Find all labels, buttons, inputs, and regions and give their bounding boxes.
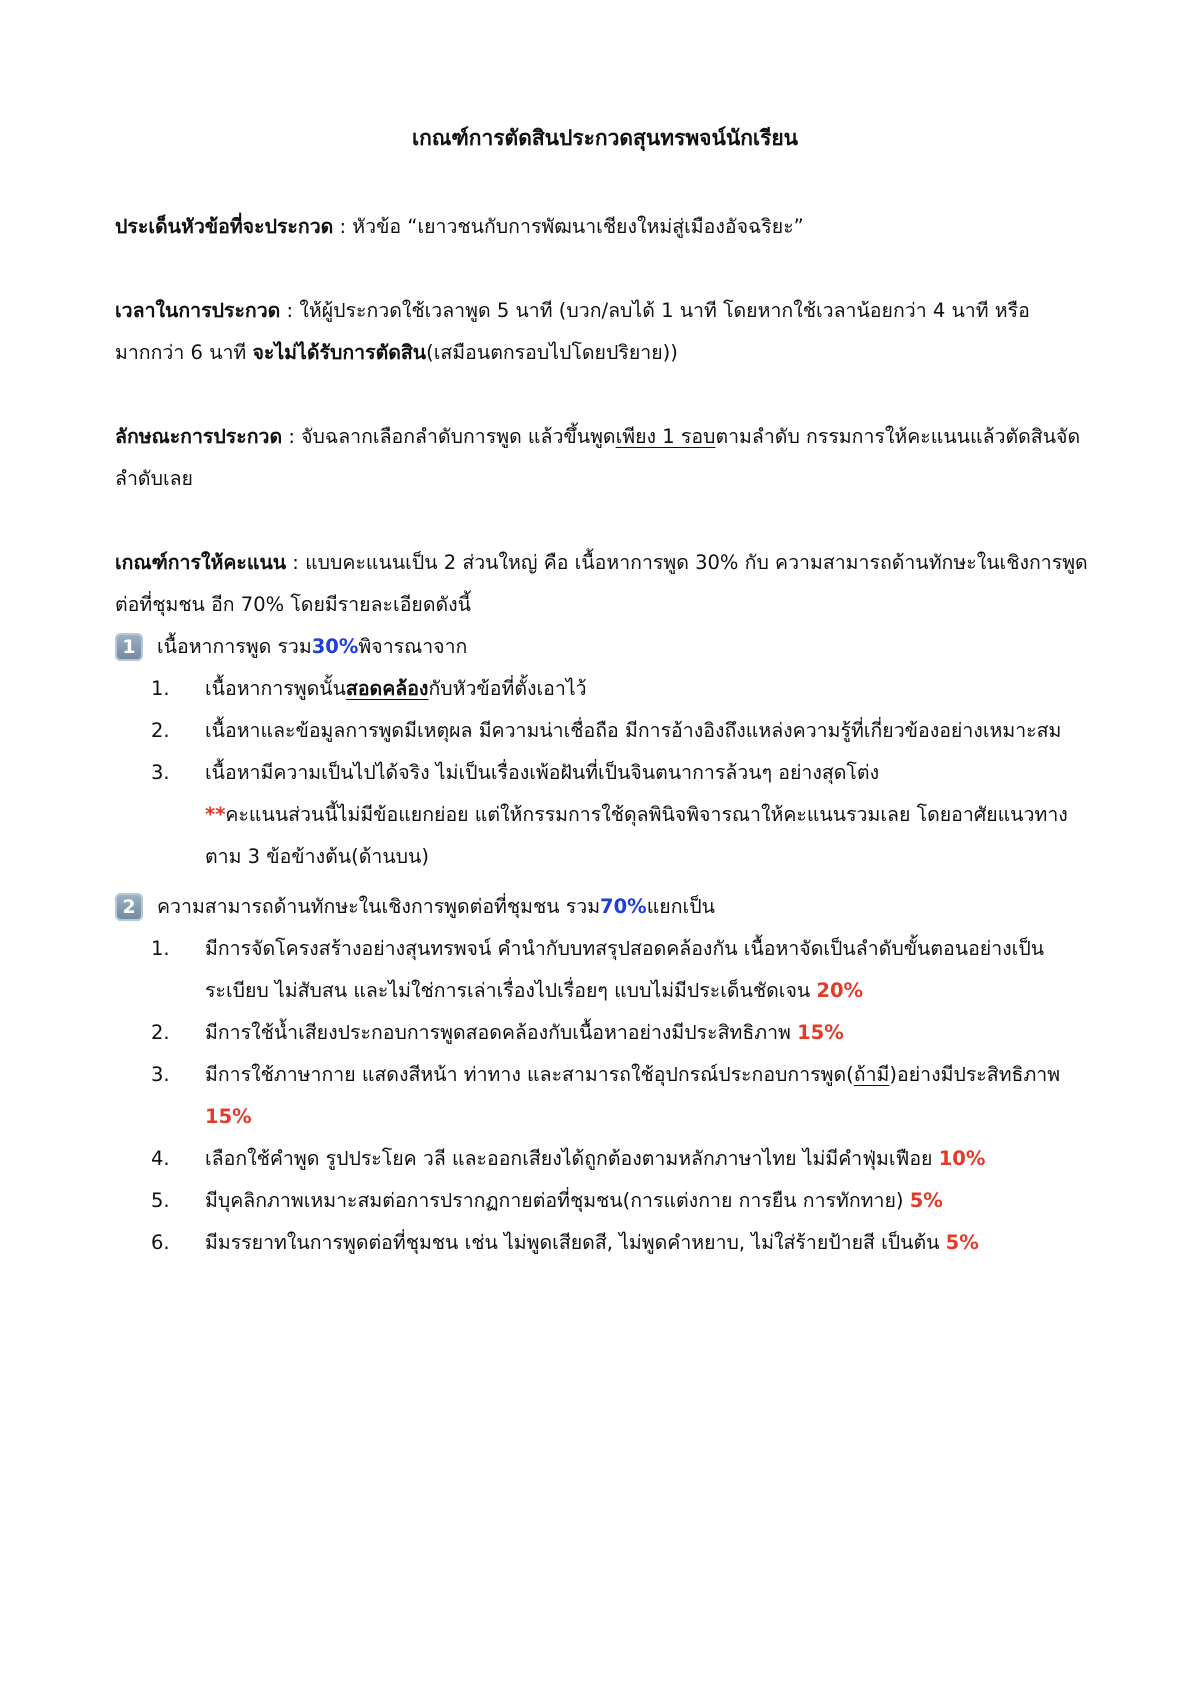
criteria-text: แบบคะแนนเป็น 2 ส่วนใหญ่ คือ เนื้อหาการพูด 30% กับ ความสามารถด้านทักษะในเชิงการพูดต่อที่ชุมชน อีก 70% โดยมีรายละเอียดดังนี้ (115, 551, 1088, 616)
time-paragraph (115, 290, 1095, 374)
format-text2: ตามลำดับ กรรมการให้คะแนนแล้วตัดสินจัดลำดับเลย (115, 425, 1081, 490)
criteria-label: เกณฑ์การให้คะแนน (115, 551, 287, 574)
list-item: 4. เลือกใช้คำพูด รูปประโยค วลี และออกเสียงได้ถูกต้องตามหลักภาษาไทย ไม่มีคำฟุ่มเฟือย 10% (151, 1147, 986, 1170)
list-item: 1. เนื้อหาการพูดนั้นสอดคล้องกับหัวข้อที่ตั้งเอาไว้ (151, 677, 587, 700)
section-1-tail: พิจารณาจาก (358, 635, 468, 658)
section-2-heading (115, 886, 1095, 928)
section-2-percent: 70% (600, 895, 647, 918)
list-item: 1. มีการจัดโครงสร้างอย่างสุนทรพจน์ คำนำกับบทสรุปสอดคล้องกัน เนื้อหาจัดเป็นลำดับขั้นตอนอย่างเป็นระเบียบ ไม่สับสน และไม่ใช่การเล่าเรื่องไปเรื่อยๆ แบบไม่มีประเด็นชัดเจน 20% (151, 937, 1045, 1002)
topic-sep: : (333, 215, 353, 238)
list-item: 5. มีบุคลิกภาพเหมาะสมต่อการปรากฏกายต่อที่ชุมชน(การแต่งกาย การยืน การทักทาย) 5% (151, 1189, 943, 1212)
list-item: 2. มีการใช้น้ำเสียงประกอบการพูดสอดคล้องกับเนื้อหาอย่างมีประสิทธิภาพ 15% (151, 1021, 844, 1044)
time-text: ให้ผู้ประกวดใช้เวลาพูด 5 นาที (บวก/ลบได้ 1 นาที โดยหากใช้เวลาน้อยกว่า 4 นาที หรือมากกว่า 6 นาที (115, 299, 1030, 364)
format-sep: : (282, 425, 302, 448)
topic-paragraph (115, 206, 1095, 248)
section-2-tail: แยกเป็น (646, 895, 715, 918)
format-label: ลักษณะการประกวด (115, 425, 283, 448)
section-2-list (115, 928, 1095, 1264)
list-item: 3. มีการใช้ภาษากาย แสดงสีหน้า ท่าทาง และสามารถใช้อุปกรณ์ประกอบการพูด(ถ้ามี)อย่างมีประสิทธิภาพ 15% (151, 1063, 1061, 1128)
page-title: เกณฑ์การตัดสินประกวดสุนทรพจน์นักเรียน (411, 126, 799, 150)
document-body (115, 118, 1095, 1264)
section-1-note: คะแนนส่วนนี้ไม่มีข้อแยกย่อย แต่ให้กรรมการใช้ดุลพินิจพิจารณาให้คะแนนรวมเลย โดยอาศัยแนวทางตาม 3 ข้อข้างต้น(ด้านบน) (205, 803, 1068, 868)
section-1-heading (115, 626, 1095, 668)
list-item: 3. เนื้อหามีความเป็นไปได้จริง ไม่เป็นเรื่องเพ้อฝันที่เป็นจินตนาการล้วนๆ อย่างสุดโต่ง **คะแนนส่วนนี้ไม่มีข้อแยกย่อย แต่ให้กรรมการใช้ดุลพินิจพิจารณาให้คะแนนรวมเลย โดยอาศัยแนวทางตาม 3 ข้อข้างต้น(ด้านบน) (151, 761, 1068, 868)
time-sep: : (280, 299, 300, 322)
time-bold: จะไม่ได้รับการตัดสิน (252, 341, 427, 364)
keycap-one-icon: 1 (115, 633, 143, 661)
list-item: 2. เนื้อหาและข้อมูลการพูดมีเหตุผล มีความน่าเชื่อถือ มีการอ้างอิงถึงแหล่งความรู้ที่เกี่ยวข้องอย่างเหมาะสม (151, 719, 1062, 742)
time-label: เวลาในการประกวด (115, 299, 281, 322)
format-paragraph (115, 416, 1095, 500)
section-2 (115, 886, 1095, 1264)
section-1-percent: 30% (311, 635, 359, 658)
section-1-head-text: เนื้อหาการพูด รวม (157, 635, 312, 658)
topic-text: หัวข้อ “เยาวชนกับการพัฒนาเชียงใหม่สู่เมืองอัจฉริยะ” (352, 215, 804, 238)
section-1-list (115, 668, 1095, 878)
keycap-two-icon: 2 (115, 893, 143, 921)
criteria-paragraph (115, 542, 1095, 626)
list-item: 6. มีมรรยาทในการพูดต่อที่ชุมชน เช่น ไม่พูดเสียดสี, ไม่พูดคำหยาบ, ไม่ใส่ร้ายป้ายสี เป็นต้น 5% (151, 1231, 979, 1254)
format-text1: จับฉลากเลือกลำดับการพูด แล้วขึ้นพูด (301, 425, 616, 448)
note-mark: ** (205, 803, 226, 826)
topic-label: ประเด็นหัวข้อที่จะประกวด (115, 215, 334, 238)
criteria-sep: : (286, 551, 306, 574)
time-tail: (เสมือนตกรอบไปโดยปริยาย)) (426, 341, 678, 364)
section-2-head-text: ความสามารถด้านทักษะในเชิงการพูดต่อที่ชุมชน รวม (157, 895, 601, 918)
section-1 (115, 626, 1095, 878)
format-underline: เพียง 1 รอบ (615, 425, 716, 448)
